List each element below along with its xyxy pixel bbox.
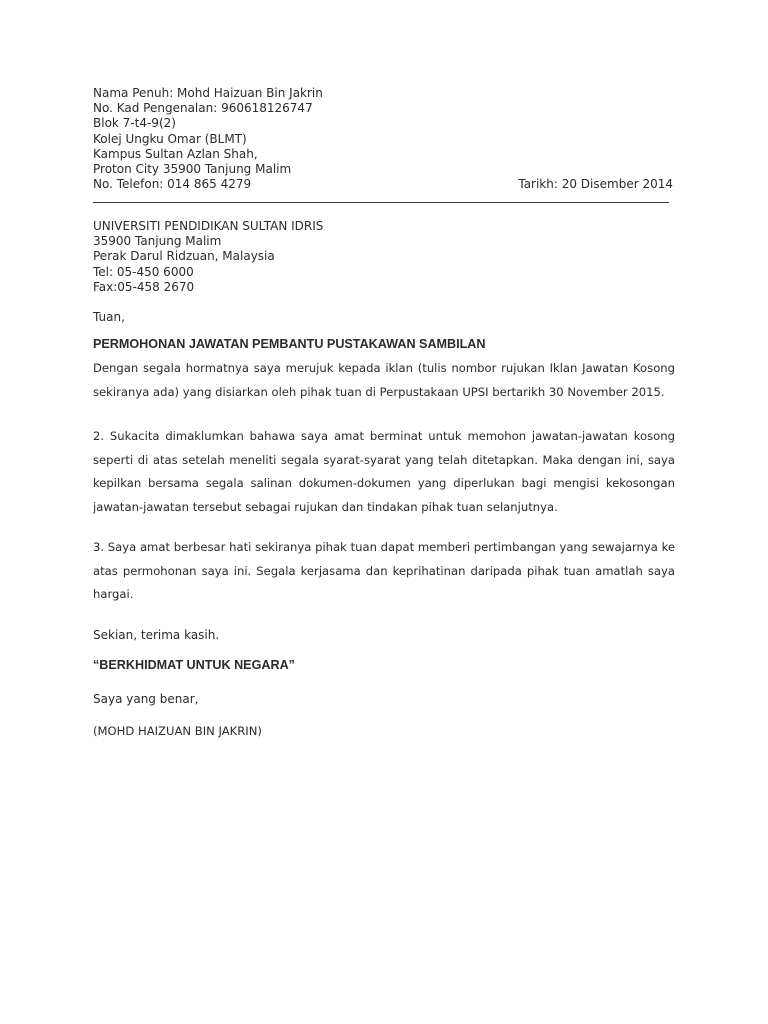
recipient-fax: Fax:05-458 2670	[93, 279, 195, 294]
letter-date: Tarikh: 20 Disember 2014	[518, 177, 673, 192]
closing-line: Sekian, terima kasih.	[93, 628, 220, 642]
recipient-name: UNIVERSITI PENDIDIKAN SULTAN IDRIS	[93, 219, 324, 233]
recipient-state-country: Perak Darul Ridzuan, Malaysia	[93, 249, 275, 264]
sender-city: Proton City 35900 Tanjung Malim	[93, 162, 292, 177]
sender-phone: No. Telefon: 014 865 4279	[93, 177, 252, 192]
sender-college: Kolej Ungku Omar (BLMT)	[93, 131, 247, 146]
recipient-address-block	[93, 219, 323, 295]
motto: “BERKHIDMAT UNTUK NEGARA”	[93, 658, 295, 672]
body-paragraph-1: Dengan segala hormatnya saya merujuk kepada iklan (tulis nombor rujukan Iklan Jawatan Kosong sekiranya ada) yang disiarkan oleh pihak tuan di Perpustakaan UPSI bertarikh 30 November 2015.	[93, 361, 675, 399]
sender-phone-date-row	[93, 177, 673, 192]
sender-ic-number: No. Kad Pengenalan: 960618126747	[93, 101, 313, 116]
body-paragraph-2: 2. Sukacita dimaklumkan bahawa saya amat berminat untuk memohon jawatan-jawatan kosong seperti di atas setelah meneliti segala syarat-syarat yang telah ditetapkan. Maka dengan ini, saya kepilkan bersama segala salinan dokumen-dokumen yang diperlukan bagi mengisi kekosongan jawatan-jawatan tersebut sebagai rujukan dan tindakan pihak tuan selanjutnya.	[93, 429, 675, 514]
recipient-tel: Tel: 05-450 6000	[93, 264, 194, 279]
recipient-postcode-city: 35900 Tanjung Malim	[93, 234, 222, 249]
sender-full-name: Nama Penuh: Mohd Haizuan Bin Jakrin	[93, 86, 323, 100]
sign-off: Saya yang benar,	[93, 692, 199, 706]
header-divider	[93, 202, 669, 203]
signature-name: (MOHD HAIZUAN BIN JAKRIN)	[93, 724, 262, 738]
sender-address-block	[93, 86, 673, 192]
letter-subject: PERMOHONAN JAWATAN PEMBANTU PUSTAKAWAN SAMBILAN	[93, 337, 486, 351]
salutation: Tuan,	[93, 310, 125, 324]
body-paragraph-3: 3. Saya amat berbesar hati sekiranya pihak tuan dapat memberi pertimbangan yang sewajarnya ke atas permohonan saya ini. Segala kerjasama dan keprihatinan daripada pihak tuan amatlah saya hargai.	[93, 540, 675, 601]
sender-block: Blok 7-t4-9(2)	[93, 116, 176, 131]
sender-campus: Kampus Sultan Azlan Shah,	[93, 146, 258, 161]
